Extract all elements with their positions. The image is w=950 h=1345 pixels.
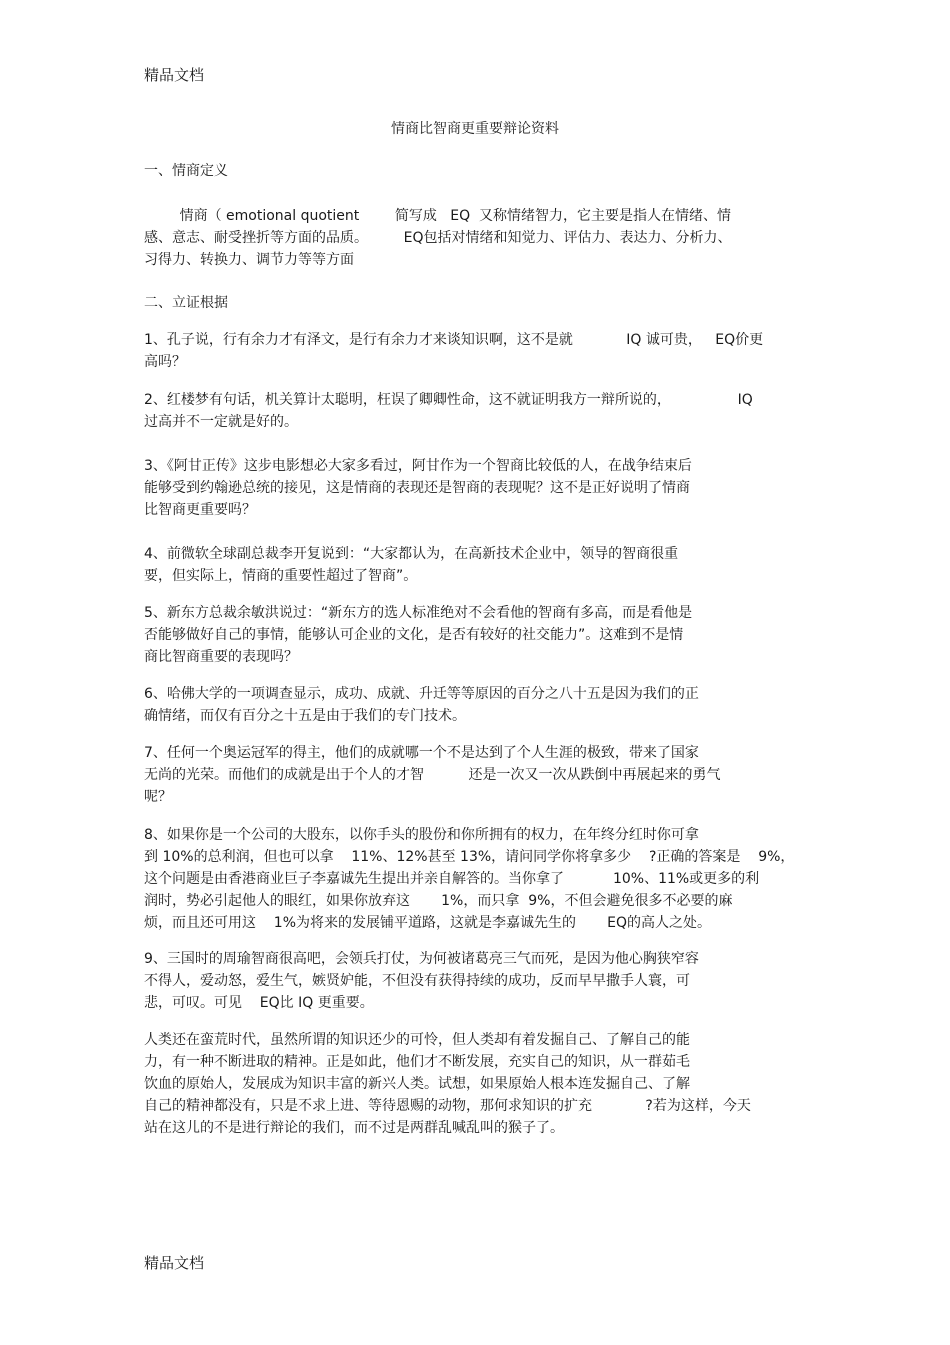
text-line: 润时，势必引起他人的眼红，如果你放弃这 1%，而只拿 9%，不但会避免很多不必要的麻: [144, 893, 733, 909]
text-line: 无尚的光荣。而他们的成就是出于个人的才智 还是一次又一次从跌倒中再展起来的勇气: [144, 767, 721, 783]
text-line: 站在这儿的不是进行辩论的我们，而不过是两群乱喊乱叫的猴子了。: [144, 1120, 564, 1136]
text-line: 到 10%的总利润，但也可以拿 11%、12%甚至 13%，请问同学你将拿多少 ?正确的答案是 9%，: [144, 849, 795, 865]
point-9: [144, 948, 804, 1014]
text-line: 4、前微软全球副总裁李开复说到：“大家都认为，在高新技术企业中，领导的智商很重: [144, 546, 679, 562]
text-line: 3、《阿甘正传》这步电影想必大家多看过，阿甘作为一个智商比较低的人，在战争结束后: [144, 458, 692, 474]
text-line: 高吗？: [144, 354, 186, 370]
text-line: 这个问题是由香港商业巨子李嘉诚先生提出并亲自解答的。当你拿了 10%、11%或更多的利: [144, 871, 760, 887]
section-heading-definition: [144, 160, 804, 182]
point-1: [144, 329, 804, 373]
text-line: 悲，可叹。可见 EQ比 IQ 更重要。: [144, 995, 374, 1011]
document-title: 情商比智商更重要辩论资料: [391, 121, 559, 137]
text-line: 9、三国时的周瑜智商很高吧，会领兵打仗，为何被诸葛亮三气而死，是因为他心胸狭窄容: [144, 951, 699, 967]
page-header: 精品文档: [144, 66, 205, 84]
text-line: 饮血的原始人，发展成为知识丰富的新兴人类。试想，如果原始人根本连发掘自己、了解: [144, 1076, 690, 1092]
text-line: 商比智商重要的表现吗？: [144, 649, 298, 665]
text-line: 比智商更重要吗？: [144, 502, 256, 518]
text-line: 感、意志、耐受挫折等方面的品质。 EQ包括对情绪和知觉力、评估力、表达力、分析力、: [144, 230, 732, 246]
text-line: 能够受到约翰逊总统的接见，这是情商的表现还是智商的表现呢？这不是正好说明了情商: [144, 480, 690, 496]
text-line: 不得人，爱动怒，爱生气，嫉贤妒能，不但没有获得持续的成功，反而早早撒手人寰，可: [144, 973, 690, 989]
text-line: 情商（ emotional quotient 简写成 EQ 又称情绪智力，它主要是指人在情绪、情: [144, 208, 732, 224]
point-5: [144, 602, 804, 668]
point-2: [144, 389, 804, 433]
point-7: [144, 742, 804, 808]
text-line: 6、哈佛大学的一项调查显示，成功、成就、升迁等等原因的百分之八十五是因为我们的正: [144, 686, 699, 702]
section-heading: 一、情商定义: [144, 163, 228, 179]
section-heading-evidence: [144, 292, 804, 314]
text-line: 8、如果你是一个公司的大股东，以你手头的股份和你所拥有的权力，在年终分红时你可拿: [144, 827, 699, 843]
point-6: [144, 683, 804, 727]
page-footer: 精品文档: [144, 1254, 205, 1272]
closing-paragraph: [144, 1029, 804, 1139]
text-line: 呢？: [144, 789, 172, 805]
text-line: 1、孔子说，行有余力才有泽文，是行有余力才来谈知识啊，这不是就 IQ 诚可贵， EQ价更: [144, 332, 764, 348]
text-line: 力，有一种不断进取的精神。正是如此，他们才不断发展，充实自己的知识，从一群茹毛: [144, 1054, 690, 1070]
text-line: 否能够做好自己的事情，能够认可企业的文化，是否有较好的社交能力”。这难到不是情: [144, 627, 684, 643]
point-3: [144, 455, 804, 521]
text-line: 7、任何一个奥运冠军的得主，他们的成就哪一个不是达到了个人生涯的极致，带来了国家: [144, 745, 699, 761]
text-line: 5、新东方总裁余敏洪说过：“新东方的选人标准绝对不会看他的智商有多高，而是看他是: [144, 605, 693, 621]
section-heading: 二、立证根据: [144, 295, 228, 311]
text-line: 习得力、转换力、调节力等等方面: [144, 252, 354, 268]
text-line: 2、红楼梦有句话，机关算计太聪明，枉误了卿卿性命，这不就证明我方一辩所说的， IQ: [144, 392, 753, 408]
point-4: [144, 543, 804, 587]
point-8: [144, 824, 804, 934]
definition-paragraph: [144, 205, 804, 271]
text-line: 过高并不一定就是好的。: [144, 414, 298, 430]
text-line: 确情绪，而仅有百分之十五是由于我们的专门技术。: [144, 708, 466, 724]
text-line: 人类还在蛮荒时代，虽然所谓的知识还少的可怜，但人类却有着发掘自己、了解自己的能: [144, 1032, 690, 1048]
text-line: 要，但实际上，情商的重要性超过了智商”。: [144, 568, 418, 584]
text-line: 自己的精神都没有，只是不求上进、等待恩赐的动物，那何求知识的扩充 ?若为这样，今天: [144, 1098, 751, 1114]
text-line: 烦，而且还可用这 1%为将来的发展铺平道路，这就是李嘉诚先生的 EQ的高人之处。: [144, 915, 712, 931]
